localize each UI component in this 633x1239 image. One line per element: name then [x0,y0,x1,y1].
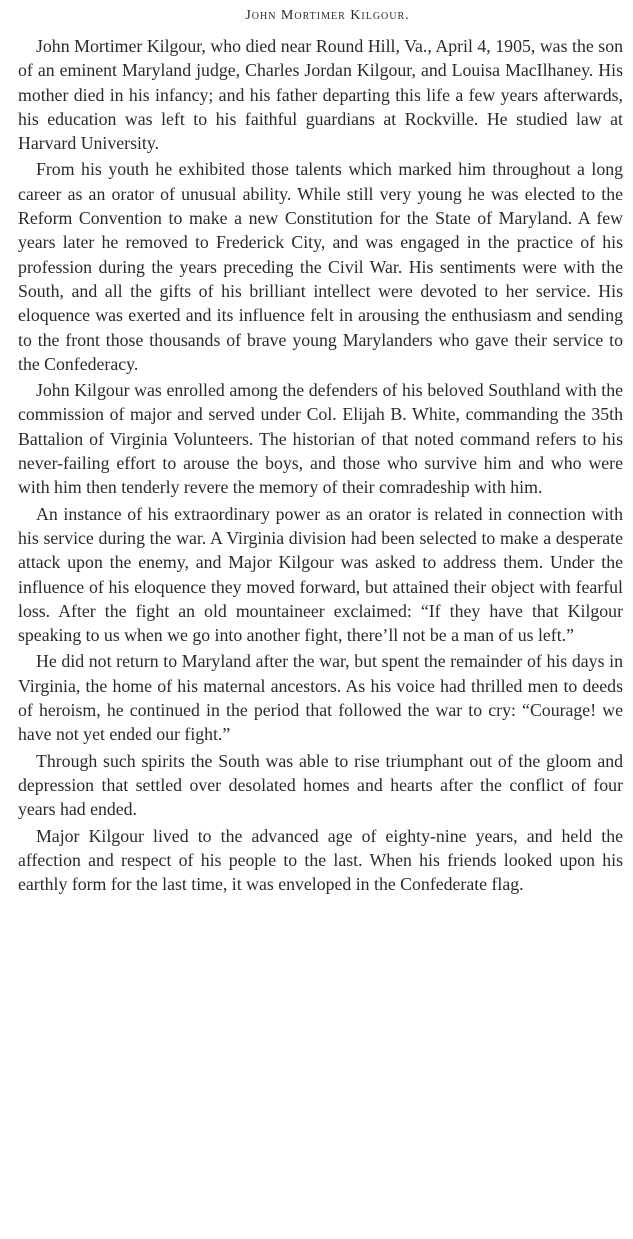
paragraph-postwar-life: He did not return to Maryland after the war, but spent the remainder of his days in Virginia, the home of his maternal ancestors. As his voice had thrilled men to deeds of heroism, he continued in the period that followed the war to cry: “Courage! we have not yet ended our fight.” [18,651,623,745]
paragraph-biography-intro: John Mortimer Kilgour, who died near Round Hill, Va., April 4, 1905, was the son of an eminent Maryland judge, Charles Jordan Kilgour, and Louisa MacIlhaney. His mother died in his infancy; and his father departing this life a few years afterwards, his education was left to his faithful guardians at Rockville. He studied law at Harvard University. [18,36,623,154]
paragraph-final-years: Major Kilgour lived to the advanced age of eighty-nine years, and held the affection and respect of his people to the last. When his friends looked upon his earthly form for the last time, it was enveloped in the Confederate flag. [18,825,623,895]
paragraph-south-rising: Through such spirits the South was able to rise triumphant out of the gloom and depression that settled over desolated homes and hearts after the conflict of four years had ended. [18,750,623,820]
paragraph-wartime-oratory: An instance of his extraordinary power as an orator is related in connection with his service during the war. A Virginia division had been selected to make a desperate attack upon the enemy, and Major Kilgour was asked to address them. Under the influence of his eloquence they moved forward, but attained their object with fearful loss. After the fight an old mountaineer exclaimed: “If they have that Kilgour speaking to us when we go into another fight, there’ll not be a man of us left.” [18,503,623,646]
article-title: John Mortimer Kilgour. [245,8,410,23]
paragraph-military-service: John Kilgour was enrolled among the defenders of his beloved Southland with the commission of major and served under Col. Elijah B. White, commanding the 35th Battalion of Virginia Volunteers. The historian of that noted command refers to his never-failing effort to arouse the boys, and those who survive him and who were with him then tenderly revere the memory of their comradeship with him. [18,380,623,498]
paragraph-oratory-career: From his youth he exhibited those talents which marked him throughout a long career as an orator of unusual ability. While still very young he was elected to the Reform Convention to make a new Constitution for the State of Maryland. A few years later he removed to Frederick City, and was engaged in the practice of his profession during the years preceding the Civil War. His sentiments were with the South, and all the gifts of his brilliant intellect were devoted to her service. His eloquence was exerted and its influence felt in arousing the enthusiasm and sending to the front those thousands of brave young Marylanders who gave their service to the Confederacy. [18,159,623,374]
